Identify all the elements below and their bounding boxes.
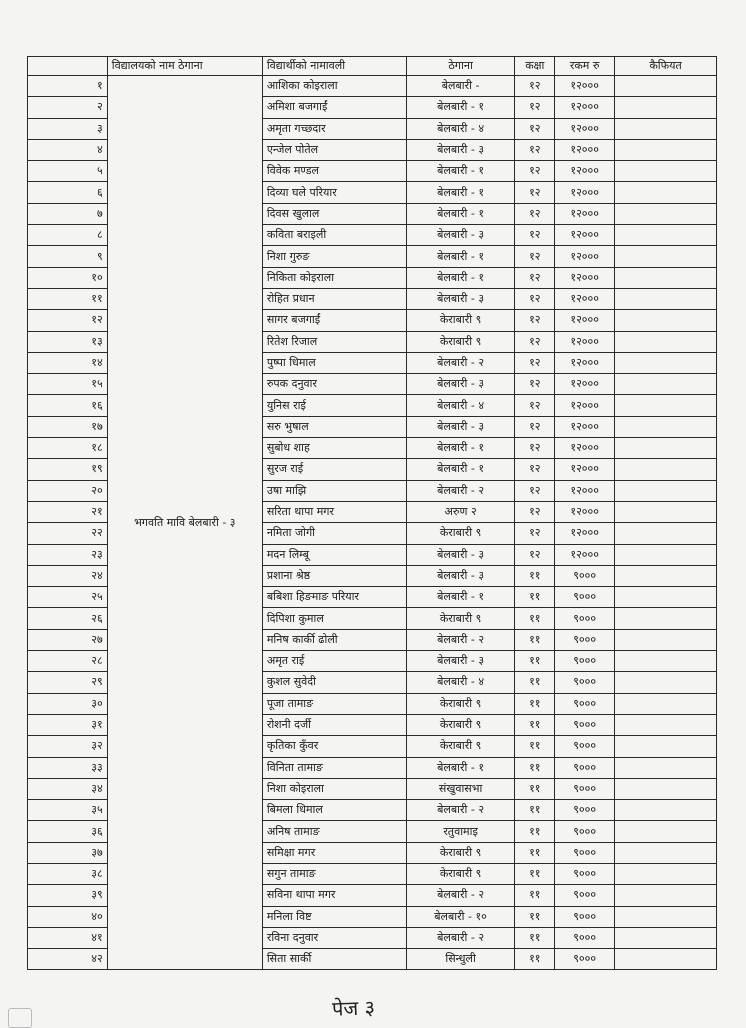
student-name: सरु भुषाल bbox=[262, 416, 406, 437]
remarks-cell bbox=[615, 352, 717, 373]
student-name: युनिस राई bbox=[262, 395, 406, 416]
remarks-cell bbox=[615, 310, 717, 331]
student-name: निशा कोइराला bbox=[262, 778, 406, 799]
scholarship-amount: ९००० bbox=[555, 629, 615, 650]
serial-number: ७ bbox=[28, 203, 108, 224]
student-class: १२ bbox=[515, 76, 555, 97]
remarks-cell bbox=[615, 267, 717, 288]
student-address: केराबारी ९ bbox=[406, 331, 515, 352]
student-name: मदन लिम्बू bbox=[262, 544, 406, 565]
student-name: सगुन तामाङ bbox=[262, 863, 406, 884]
serial-number: २ bbox=[28, 97, 108, 118]
scholarship-amount: १२००० bbox=[555, 97, 615, 118]
scholarship-amount: १२००० bbox=[555, 288, 615, 309]
serial-number: १७ bbox=[28, 416, 108, 437]
student-address: केराबारी ९ bbox=[406, 842, 515, 863]
remarks-cell bbox=[615, 736, 717, 757]
serial-number: ९ bbox=[28, 246, 108, 267]
scholarship-amount: १२००० bbox=[555, 118, 615, 139]
remarks-cell bbox=[615, 395, 717, 416]
serial-number: ३८ bbox=[28, 863, 108, 884]
student-class: १२ bbox=[515, 374, 555, 395]
student-class: ११ bbox=[515, 693, 555, 714]
student-class: ११ bbox=[515, 587, 555, 608]
scholarship-amount: ९००० bbox=[555, 949, 615, 970]
student-name: कृतिका कुँवर bbox=[262, 736, 406, 757]
student-class: ११ bbox=[515, 736, 555, 757]
student-address: बेलबारी - १ bbox=[406, 438, 515, 459]
serial-number: ५ bbox=[28, 161, 108, 182]
remarks-cell bbox=[615, 842, 717, 863]
serial-number: ४ bbox=[28, 139, 108, 160]
student-address: बेलबारी - १ bbox=[406, 97, 515, 118]
remarks-cell bbox=[615, 778, 717, 799]
remarks-cell bbox=[615, 544, 717, 565]
school-name-cell bbox=[107, 76, 262, 970]
remarks-cell bbox=[615, 76, 717, 97]
scholarship-amount: १२००० bbox=[555, 161, 615, 182]
student-class: १२ bbox=[515, 416, 555, 437]
student-class: ११ bbox=[515, 672, 555, 693]
scholarship-amount: ९००० bbox=[555, 863, 615, 884]
serial-number: १० bbox=[28, 267, 108, 288]
scholarship-table bbox=[27, 56, 717, 970]
student-name: प्रशाना श्रेष्ठ bbox=[262, 565, 406, 586]
student-name: विनिता तामाङ bbox=[262, 757, 406, 778]
header-student: विद्यार्थीको नामावली bbox=[262, 57, 406, 76]
scholarship-amount: १२००० bbox=[555, 438, 615, 459]
serial-number: ३६ bbox=[28, 821, 108, 842]
student-address: बेलबारी - १ bbox=[406, 587, 515, 608]
student-name: पुष्पा धिमाल bbox=[262, 352, 406, 373]
serial-number: १३ bbox=[28, 331, 108, 352]
student-class: १२ bbox=[515, 97, 555, 118]
student-name: मनिला विष्ट bbox=[262, 906, 406, 927]
student-name: पूजा तामाङ bbox=[262, 693, 406, 714]
scholarship-amount: ९००० bbox=[555, 565, 615, 586]
serial-number: ४१ bbox=[28, 927, 108, 948]
student-name: रितेश रिजाल bbox=[262, 331, 406, 352]
scholarship-amount: १२००० bbox=[555, 310, 615, 331]
remarks-cell bbox=[615, 118, 717, 139]
student-address: रतुवामाइ bbox=[406, 821, 515, 842]
student-address: बेलबारी - bbox=[406, 76, 515, 97]
student-class: १२ bbox=[515, 288, 555, 309]
student-address: बेलबारी - ३ bbox=[406, 139, 515, 160]
header-serial bbox=[28, 57, 108, 76]
student-class: ११ bbox=[515, 778, 555, 799]
student-address: केराबारी ९ bbox=[406, 523, 515, 544]
serial-number: ६ bbox=[28, 182, 108, 203]
serial-number: ४० bbox=[28, 906, 108, 927]
student-address: संखुवासभा bbox=[406, 778, 515, 799]
scholarship-amount: १२००० bbox=[555, 246, 615, 267]
serial-number: १४ bbox=[28, 352, 108, 373]
scholarship-amount: ९००० bbox=[555, 778, 615, 799]
student-address: बेलबारी - १ bbox=[406, 182, 515, 203]
table-row bbox=[28, 76, 717, 97]
serial-number: ११ bbox=[28, 288, 108, 309]
student-class: १२ bbox=[515, 267, 555, 288]
student-address: बेलबारी - २ bbox=[406, 885, 515, 906]
remarks-cell bbox=[615, 714, 717, 735]
student-address: बेलबारी - ३ bbox=[406, 374, 515, 395]
student-class: ११ bbox=[515, 949, 555, 970]
student-name: दिव्या घले परियार bbox=[262, 182, 406, 203]
student-class: ११ bbox=[515, 927, 555, 948]
student-name: निकिता कोइराला bbox=[262, 267, 406, 288]
serial-number: १८ bbox=[28, 438, 108, 459]
student-name: कुशल सुवेदी bbox=[262, 672, 406, 693]
remarks-cell bbox=[615, 288, 717, 309]
student-class: १२ bbox=[515, 544, 555, 565]
student-class: ११ bbox=[515, 757, 555, 778]
remarks-cell bbox=[615, 565, 717, 586]
student-class: १२ bbox=[515, 203, 555, 224]
student-address: बेलबारी - ४ bbox=[406, 395, 515, 416]
student-name: विवेक मण्डल bbox=[262, 161, 406, 182]
student-address: केराबारी ९ bbox=[406, 714, 515, 735]
remarks-cell bbox=[615, 182, 717, 203]
student-name: सुबोध शाह bbox=[262, 438, 406, 459]
student-address: केराबारी ९ bbox=[406, 310, 515, 331]
student-name: रोशनी दर्जी bbox=[262, 714, 406, 735]
scholarship-amount: ९००० bbox=[555, 651, 615, 672]
serial-number: २६ bbox=[28, 608, 108, 629]
student-address: बेलबारी - ३ bbox=[406, 651, 515, 672]
student-class: ११ bbox=[515, 842, 555, 863]
remarks-cell bbox=[615, 480, 717, 501]
remarks-cell bbox=[615, 246, 717, 267]
student-name: अमृता गच्छदार bbox=[262, 118, 406, 139]
scholarship-amount: ९००० bbox=[555, 672, 615, 693]
student-class: १२ bbox=[515, 395, 555, 416]
table-body bbox=[28, 76, 717, 970]
scholarship-amount: १२००० bbox=[555, 459, 615, 480]
serial-number: २१ bbox=[28, 501, 108, 522]
student-class: १२ bbox=[515, 459, 555, 480]
student-name: रविना दनुवार bbox=[262, 927, 406, 948]
serial-number: १५ bbox=[28, 374, 108, 395]
student-name: दिवस खुलाल bbox=[262, 203, 406, 224]
remarks-cell bbox=[615, 672, 717, 693]
student-address: केराबारी ९ bbox=[406, 608, 515, 629]
header-row bbox=[28, 57, 717, 76]
serial-number: १९ bbox=[28, 459, 108, 480]
serial-number: ३२ bbox=[28, 736, 108, 757]
remarks-cell bbox=[615, 757, 717, 778]
serial-number: २३ bbox=[28, 544, 108, 565]
student-name: बिमला धिमाल bbox=[262, 800, 406, 821]
scholarship-amount: १२००० bbox=[555, 501, 615, 522]
serial-number: ३९ bbox=[28, 885, 108, 906]
student-address: बेलबारी - १ bbox=[406, 267, 515, 288]
student-address: बेलबारी - ४ bbox=[406, 672, 515, 693]
header-class: कक्षा bbox=[515, 57, 555, 76]
serial-number: १२ bbox=[28, 310, 108, 331]
student-address: बेलबारी - २ bbox=[406, 927, 515, 948]
student-name: रुपक दनुवार bbox=[262, 374, 406, 395]
student-address: केराबारी ९ bbox=[406, 863, 515, 884]
serial-number: ३ bbox=[28, 118, 108, 139]
scholarship-amount: ९००० bbox=[555, 736, 615, 757]
header-remarks: कैफियत bbox=[615, 57, 717, 76]
student-address: बेलबारी - २ bbox=[406, 352, 515, 373]
student-address: बेलबारी - १ bbox=[406, 203, 515, 224]
remarks-cell bbox=[615, 800, 717, 821]
student-address: केराबारी ९ bbox=[406, 693, 515, 714]
remarks-cell bbox=[615, 523, 717, 544]
remarks-cell bbox=[615, 885, 717, 906]
header-address: ठेगाना bbox=[406, 57, 515, 76]
serial-number: ३५ bbox=[28, 800, 108, 821]
remarks-cell bbox=[615, 331, 717, 352]
student-class: ११ bbox=[515, 800, 555, 821]
student-class: १२ bbox=[515, 118, 555, 139]
remarks-cell bbox=[615, 949, 717, 970]
remarks-cell bbox=[615, 438, 717, 459]
remarks-cell bbox=[615, 863, 717, 884]
student-address: केराबारी ९ bbox=[406, 736, 515, 757]
scholarship-amount: १२००० bbox=[555, 225, 615, 246]
scholarship-amount: ९००० bbox=[555, 842, 615, 863]
student-class: १२ bbox=[515, 182, 555, 203]
student-address: सिन्धुली bbox=[406, 949, 515, 970]
scholarship-amount: १२००० bbox=[555, 523, 615, 544]
scholarship-amount: ९००० bbox=[555, 927, 615, 948]
student-name: अमृत राई bbox=[262, 651, 406, 672]
student-address: बेलबारी - ३ bbox=[406, 225, 515, 246]
student-name: अमिशा बजगाईं bbox=[262, 97, 406, 118]
remarks-cell bbox=[615, 416, 717, 437]
student-address: बेलबारी - १० bbox=[406, 906, 515, 927]
student-class: ११ bbox=[515, 629, 555, 650]
serial-number: ३३ bbox=[28, 757, 108, 778]
student-name: सरिता थापा मगर bbox=[262, 501, 406, 522]
scholarship-amount: १२००० bbox=[555, 76, 615, 97]
remarks-cell bbox=[615, 608, 717, 629]
student-class: १२ bbox=[515, 331, 555, 352]
student-address: बेलबारी - ३ bbox=[406, 544, 515, 565]
remarks-cell bbox=[615, 203, 717, 224]
student-name: कविता बराइली bbox=[262, 225, 406, 246]
serial-number: ३४ bbox=[28, 778, 108, 799]
student-class: ११ bbox=[515, 885, 555, 906]
scholarship-amount: १२००० bbox=[555, 182, 615, 203]
student-name: सुरज राई bbox=[262, 459, 406, 480]
student-name: सिता सार्की bbox=[262, 949, 406, 970]
serial-number: ३१ bbox=[28, 714, 108, 735]
student-address: अरुण २ bbox=[406, 501, 515, 522]
student-class: १२ bbox=[515, 352, 555, 373]
student-name: नमिता जोगी bbox=[262, 523, 406, 544]
scholarship-amount: ९००० bbox=[555, 693, 615, 714]
remarks-cell bbox=[615, 374, 717, 395]
student-class: ११ bbox=[515, 821, 555, 842]
serial-number: १६ bbox=[28, 395, 108, 416]
student-address: बेलबारी - ३ bbox=[406, 288, 515, 309]
scholarship-amount: १२००० bbox=[555, 203, 615, 224]
student-address: बेलबारी - ३ bbox=[406, 565, 515, 586]
scholarship-amount: १२००० bbox=[555, 544, 615, 565]
scholarship-amount: ९००० bbox=[555, 587, 615, 608]
student-name: अनिष तामाङ bbox=[262, 821, 406, 842]
student-class: ११ bbox=[515, 863, 555, 884]
student-class: ११ bbox=[515, 906, 555, 927]
scholarship-amount: १२००० bbox=[555, 352, 615, 373]
scholarship-amount: ९००० bbox=[555, 800, 615, 821]
header-school: विद्यालयको नाम ठेगाना bbox=[107, 57, 262, 76]
scholarship-amount: ९००० bbox=[555, 757, 615, 778]
student-name: सागर बजगाईं bbox=[262, 310, 406, 331]
remarks-cell bbox=[615, 651, 717, 672]
student-address: बेलबारी - १ bbox=[406, 459, 515, 480]
scholarship-amount: ९००० bbox=[555, 608, 615, 629]
student-address: बेलबारी - २ bbox=[406, 480, 515, 501]
student-address: बेलबारी - ३ bbox=[406, 416, 515, 437]
student-class: ११ bbox=[515, 608, 555, 629]
student-class: १२ bbox=[515, 225, 555, 246]
student-class: ११ bbox=[515, 714, 555, 735]
student-class: १२ bbox=[515, 161, 555, 182]
remarks-cell bbox=[615, 459, 717, 480]
serial-number: २४ bbox=[28, 565, 108, 586]
student-class: १२ bbox=[515, 480, 555, 501]
scholarship-amount: १२००० bbox=[555, 374, 615, 395]
page-footer-note: पेज ३ bbox=[331, 995, 376, 1021]
student-name: समिक्षा मगर bbox=[262, 842, 406, 863]
student-class: १२ bbox=[515, 310, 555, 331]
serial-number: ४२ bbox=[28, 949, 108, 970]
student-class: १२ bbox=[515, 501, 555, 522]
remarks-cell bbox=[615, 927, 717, 948]
student-class: ११ bbox=[515, 565, 555, 586]
remarks-cell bbox=[615, 501, 717, 522]
serial-number: २० bbox=[28, 480, 108, 501]
student-name: उषा माझि bbox=[262, 480, 406, 501]
student-name: दिपिशा कुमाल bbox=[262, 608, 406, 629]
scholarship-amount: १२००० bbox=[555, 267, 615, 288]
page-corner-marker bbox=[8, 1008, 32, 1028]
serial-number: ८ bbox=[28, 225, 108, 246]
student-class: ११ bbox=[515, 651, 555, 672]
remarks-cell bbox=[615, 629, 717, 650]
serial-number: ३७ bbox=[28, 842, 108, 863]
scholarship-amount: १२००० bbox=[555, 139, 615, 160]
student-address: बेलबारी - १ bbox=[406, 757, 515, 778]
scholarship-amount: ९००० bbox=[555, 906, 615, 927]
scholarship-amount: ९००० bbox=[555, 821, 615, 842]
scholarship-amount: १२००० bbox=[555, 395, 615, 416]
serial-number: २९ bbox=[28, 672, 108, 693]
serial-number: ३० bbox=[28, 693, 108, 714]
remarks-cell bbox=[615, 139, 717, 160]
scholarship-amount: १२००० bbox=[555, 480, 615, 501]
student-class: १२ bbox=[515, 438, 555, 459]
student-address: बेलबारी - १ bbox=[406, 161, 515, 182]
remarks-cell bbox=[615, 821, 717, 842]
student-name: रोहित प्रधान bbox=[262, 288, 406, 309]
student-address: बेलबारी - १ bbox=[406, 246, 515, 267]
school-name: भगवति मावि बेलबारी - ३ bbox=[134, 515, 236, 529]
student-address: बेलबारी - २ bbox=[406, 800, 515, 821]
student-name: मनिष कार्की ढोली bbox=[262, 629, 406, 650]
scholarship-amount: ९००० bbox=[555, 714, 615, 735]
student-class: १२ bbox=[515, 139, 555, 160]
remarks-cell bbox=[615, 225, 717, 246]
student-name: सविना थापा मगर bbox=[262, 885, 406, 906]
remarks-cell bbox=[615, 161, 717, 182]
remarks-cell bbox=[615, 587, 717, 608]
remarks-cell bbox=[615, 693, 717, 714]
student-name: आशिका कोइराला bbox=[262, 76, 406, 97]
scholarship-amount: १२००० bbox=[555, 331, 615, 352]
header-amount: रकम रु bbox=[555, 57, 615, 76]
student-name: एन्जेल पोतेल bbox=[262, 139, 406, 160]
student-class: १२ bbox=[515, 523, 555, 544]
serial-number: २७ bbox=[28, 629, 108, 650]
student-address: बेलबारी - ४ bbox=[406, 118, 515, 139]
student-address: बेलबारी - २ bbox=[406, 629, 515, 650]
serial-number: २२ bbox=[28, 523, 108, 544]
serial-number: २५ bbox=[28, 587, 108, 608]
serial-number: १ bbox=[28, 76, 108, 97]
student-name: बबिशा हिङमाङ परियार bbox=[262, 587, 406, 608]
student-name: निशा गुरुङ bbox=[262, 246, 406, 267]
scholarship-amount: १२००० bbox=[555, 416, 615, 437]
scholarship-amount: ९००० bbox=[555, 885, 615, 906]
remarks-cell bbox=[615, 906, 717, 927]
remarks-cell bbox=[615, 97, 717, 118]
student-class: १२ bbox=[515, 246, 555, 267]
serial-number: २८ bbox=[28, 651, 108, 672]
